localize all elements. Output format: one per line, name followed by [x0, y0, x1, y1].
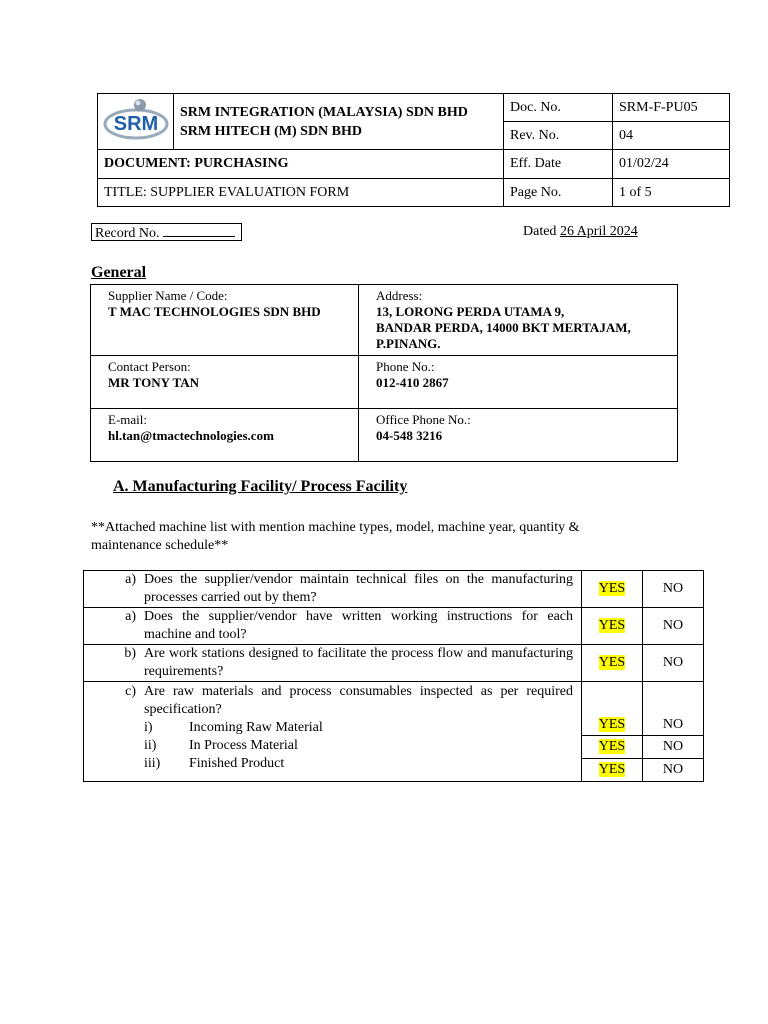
question-text: Are raw materials and process consumables inspected as per required specification? [144, 684, 573, 717]
question-row-1: a) Does the supplier/vendor maintain technical files on the manufacturing processes carried out by them? [84, 571, 582, 608]
eff-date-value: 01/02/24 [613, 150, 730, 179]
yes-answer: YES [598, 716, 626, 732]
contact-value: MR TONY TAN [108, 375, 200, 390]
no-cell[interactable] [643, 759, 704, 782]
email-label: E-mail: [108, 412, 147, 427]
company-name-2: SRM HITECH (M) SDN BHD [180, 123, 363, 139]
page-no-label: Page No. [504, 179, 613, 207]
office-phone-label: Office Phone No.: [376, 412, 471, 427]
logo-cell [98, 94, 174, 150]
svg-text:SRM: SRM [113, 113, 158, 135]
general-heading: General [91, 264, 147, 281]
eff-date-label: Eff. Date [504, 150, 613, 179]
no-answer: NO [662, 618, 684, 633]
address-cell [359, 285, 678, 356]
contact-label: Contact Person: [108, 359, 191, 374]
yes-answer: YES [598, 618, 626, 633]
record-no-blank [163, 224, 235, 237]
sub-item-3: iii) Finished Product [144, 756, 285, 771]
yes-cell[interactable] [582, 608, 643, 645]
address-line-1: 13, LORONG PERDA UTAMA 9, [376, 304, 565, 319]
srm-logo [100, 94, 172, 144]
no-answer: NO [662, 716, 684, 732]
sub-item-2: ii) In Process Material [144, 738, 298, 753]
rev-no-value: 04 [613, 122, 730, 150]
machine-list-note: **Attached machine list with mention machine types, model, machine year, quantity & maintenance schedule** [91, 520, 580, 553]
no-answer: NO [662, 762, 684, 777]
page-no-value: 1 of 5 [613, 179, 730, 207]
dated-value: 26 April 2024 [559, 224, 638, 239]
office-phone-cell [359, 409, 678, 462]
question-text: Does the supplier/vendor have written working instructions for each machine and tool? [144, 609, 573, 642]
supplier-cell [91, 285, 359, 356]
yes-answer: YES [598, 762, 626, 777]
record-no-field[interactable] [91, 223, 242, 241]
address-line-2: BANDAR PERDA, 14000 BKT MERTAJAM, [376, 320, 631, 335]
no-cell[interactable] [643, 608, 704, 645]
no-cell[interactable] [643, 571, 704, 608]
no-cell-blank [643, 682, 704, 715]
question-row-2: a) Does the supplier/vendor have written working instructions for each machine and tool? [84, 608, 582, 645]
rev-no-label: Rev. No. [504, 122, 613, 150]
phone-cell [359, 356, 678, 409]
section-a-heading: A. Manufacturing Facility/ Process Facility [113, 478, 408, 495]
phone-label: Phone No.: [376, 359, 435, 374]
email-cell [91, 409, 359, 462]
no-cell[interactable] [643, 736, 704, 759]
no-answer: NO [662, 655, 684, 670]
supplier-label: Supplier Name / Code: [108, 288, 228, 303]
dated-field [523, 224, 638, 240]
yes-cell[interactable] [582, 645, 643, 682]
question-row-3: b) Are work stations designed to facilitate the process flow and manufacturing requirements? [84, 645, 582, 682]
yes-cell[interactable] [582, 715, 643, 736]
email-value: hl.tan@tmactechnologies.com [108, 428, 274, 443]
company-name-1: SRM INTEGRATION (MALAYSIA) SDN BHD [180, 104, 468, 120]
yes-cell[interactable] [582, 736, 643, 759]
document-purchasing: DOCUMENT: PURCHASING [98, 150, 504, 179]
facility-questions-table [83, 570, 704, 782]
question-text: Does the supplier/vendor maintain technical files on the manufacturing processes carried out by them? [144, 572, 573, 605]
question-row-4: c) Are raw materials and process consumables inspected as per required specification? i) Incoming Raw Material ii) In Process Material iii) Finished Product [84, 682, 582, 782]
doc-no-value: SRM-F-PU05 [613, 94, 730, 122]
no-cell[interactable] [643, 715, 704, 736]
no-answer: NO [662, 739, 684, 754]
yes-answer: YES [598, 655, 626, 670]
document-title: TITLE: SUPPLIER EVALUATION FORM [98, 179, 504, 207]
doc-no-label: Doc. No. [504, 94, 613, 122]
yes-cell[interactable] [582, 571, 643, 608]
document-header-table [97, 93, 730, 207]
yes-cell[interactable] [582, 759, 643, 782]
dated-label: Dated [523, 224, 557, 239]
yes-answer: YES [598, 739, 626, 754]
no-cell[interactable] [643, 645, 704, 682]
company-names-cell [174, 94, 504, 150]
address-label: Address: [376, 288, 423, 303]
contact-cell [91, 356, 359, 409]
phone-value: 012-410 2867 [376, 375, 449, 390]
office-phone-value: 04-548 3216 [376, 428, 443, 443]
record-no-label: Record No. [95, 226, 160, 241]
question-text: Are work stations designed to facilitate the process flow and manufacturing requirements? [144, 646, 573, 679]
sub-item-1: i) Incoming Raw Material [144, 720, 323, 735]
yes-cell-blank [582, 682, 643, 715]
supplier-value: T MAC TECHNOLOGIES SDN BHD [108, 304, 321, 319]
address-line-3: P.PINANG. [376, 336, 441, 351]
yes-answer: YES [598, 581, 626, 596]
supplier-info-table [90, 284, 678, 462]
no-answer: NO [662, 581, 684, 596]
